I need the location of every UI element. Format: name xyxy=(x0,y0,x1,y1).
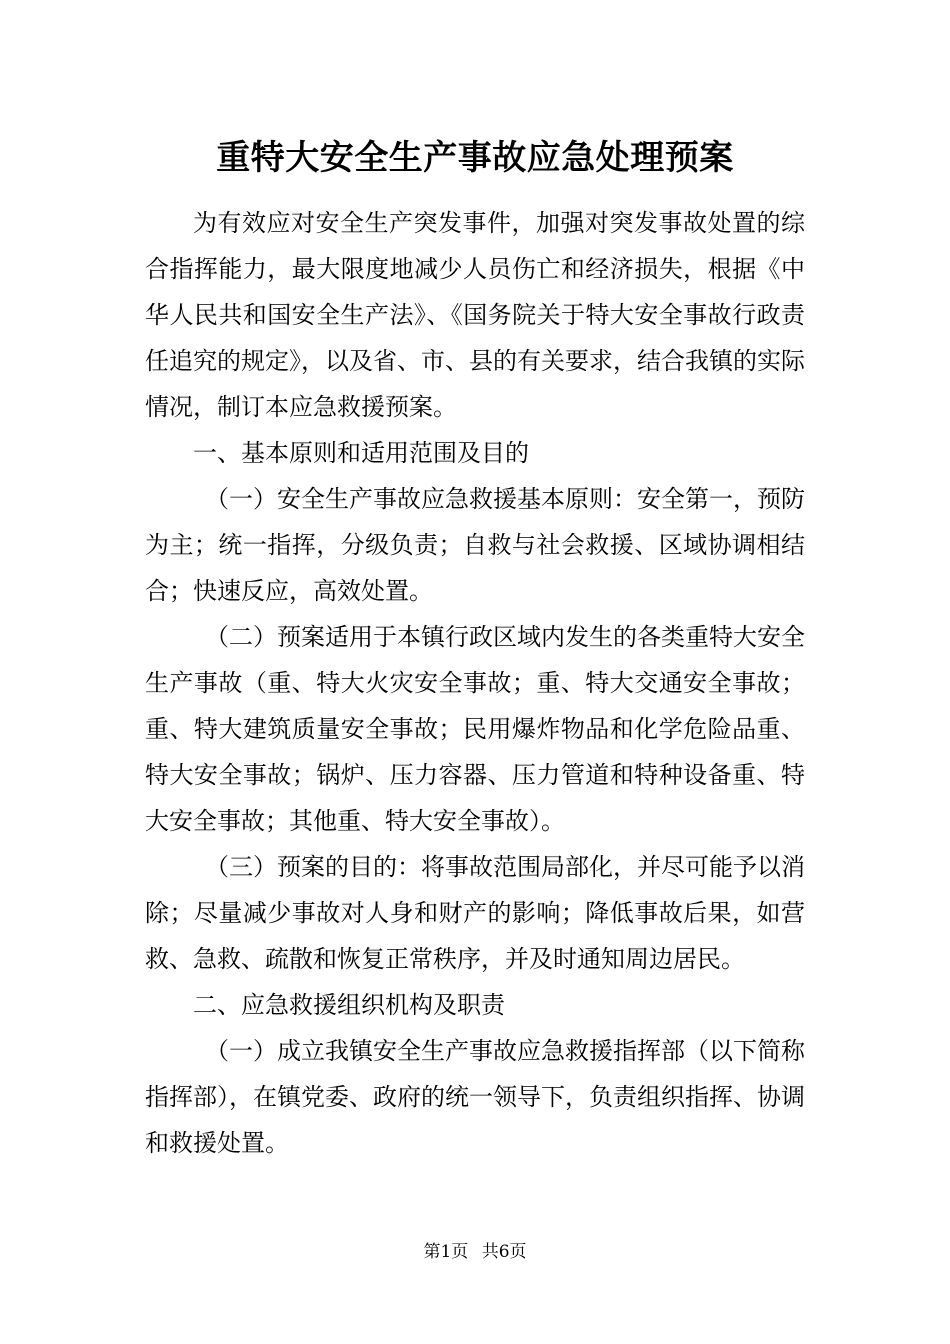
page-footer xyxy=(0,1240,950,1264)
section-1-item-3: （三）预案的目的：将事故范围局部化，并尽可能予以消除；尽量减少事故对人身和财产的影响；降低事故后果，如营救、急救、疏散和恢复正常秩序，并及时通知周边居民。 xyxy=(145,853,805,973)
section-heading-1: 一、基本原则和适用范围及目的 xyxy=(193,439,529,467)
document-title: 重特大安全生产事故应急处理预案 xyxy=(216,138,734,178)
document-body xyxy=(145,200,805,1166)
section-1-item-1: （一）安全生产事故应急救援基本原则：安全第一，预防为主；统一指挥，分级负责；自救与社会救援、区域协调相结合；快速反应，高效处置。 xyxy=(145,485,805,605)
section-heading-2: 二、应急救援组织机构及职责 xyxy=(193,991,505,1019)
section-2-item-1: （一）成立我镇安全生产事故应急救援指挥部（以下简称指挥部），在镇党委、政府的统一领导下，负责组织指挥、协调和救援处置。 xyxy=(145,1037,805,1157)
intro-paragraph: 为有效应对安全生产突发事件，加强对突发事故处置的综合指挥能力，最大限度地减少人员伤亡和经济损失，根据《中华人民共和国安全生产法》、《国务院关于特大安全事故行政责任追究的规定》，以及省、市、县的有关要求，结合我镇的实际情况，制订本应急救援预案。 xyxy=(145,209,805,421)
section-1-item-2: （二）预案适用于本镇行政区域内发生的各类重特大安全生产事故（重、特大火灾安全事故；重、特大交通安全事故；重、特大建筑质量安全事故；民用爆炸物品和化学危险品重、特大安全事故；锅炉、压力容器、压力管道和特种设备重、特大安全事故；其他重、特大安全事故）。 xyxy=(145,623,805,835)
page-total: 共6页 xyxy=(481,1242,527,1262)
page-number: 第1页 xyxy=(423,1242,469,1262)
